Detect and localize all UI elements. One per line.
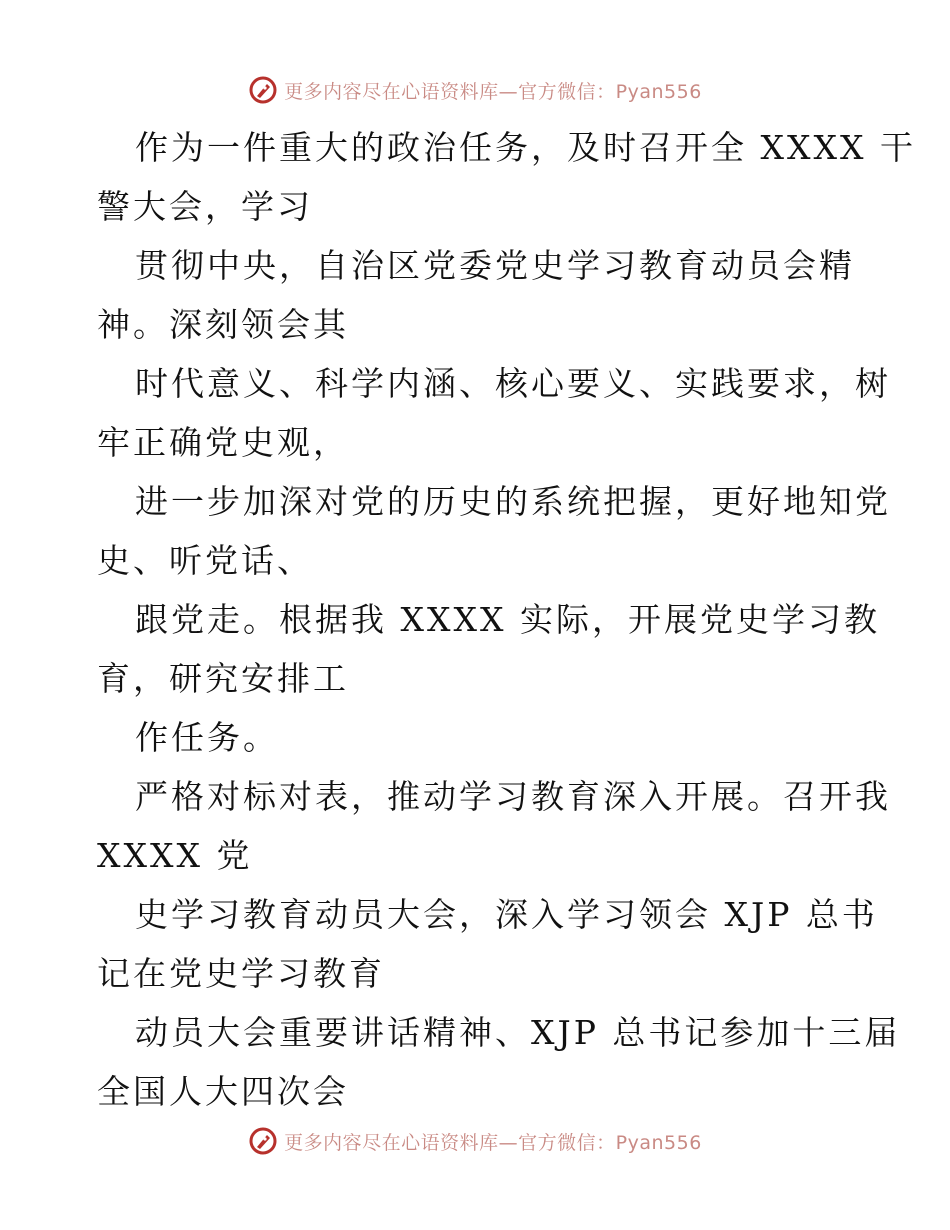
footer-watermark bbox=[0, 1121, 950, 1161]
text-line: 动员大会重要讲话精神、XJP 总书记参加十三届 bbox=[135, 1013, 901, 1052]
pen-nib-circle-icon bbox=[248, 75, 278, 105]
text-line: 跟党走。根据我 XXXX 实际，开展党史学习教 bbox=[135, 600, 880, 639]
text-line: 史、听党话、 bbox=[97, 541, 313, 580]
text-line: 育，研究安排工 bbox=[97, 659, 349, 698]
text-line: XXXX 党 bbox=[97, 836, 253, 875]
text-line: 全国人大四次会 bbox=[97, 1072, 349, 1111]
text-line: 记在党史学习教育 bbox=[97, 954, 385, 993]
text-line: 警大会，学习 bbox=[97, 187, 313, 226]
text-line: 牢正确党史观， bbox=[97, 423, 349, 462]
text-line: 贯彻中央，自治区党委党史学习教育动员会精 bbox=[135, 246, 855, 285]
text-line: 时代意义、科学内涵、核心要义、实践要求，树 bbox=[135, 364, 891, 403]
header-watermark bbox=[0, 70, 950, 110]
text-line: 进一步加深对党的历史的系统把握，更好地知党 bbox=[135, 482, 891, 521]
watermark-text: 更多内容尽在心语资料库—官方微信：Pyan556 bbox=[284, 1131, 702, 1154]
text-line: 严格对标对表，推动学习教育深入开展。召开我 bbox=[135, 777, 891, 816]
text-line: 作任务。 bbox=[135, 718, 279, 757]
pen-nib-circle-icon bbox=[248, 1126, 278, 1156]
watermark-text: 更多内容尽在心语资料库—官方微信：Pyan556 bbox=[284, 80, 702, 103]
text-line: 作为一件重大的政治任务，及时召开全 XXXX 干 bbox=[135, 128, 916, 167]
text-line: 史学习教育动员大会，深入学习领会 XJP 总书 bbox=[135, 895, 878, 934]
document-body bbox=[97, 118, 916, 1121]
text-line: 神。深刻领会其 bbox=[97, 305, 349, 344]
